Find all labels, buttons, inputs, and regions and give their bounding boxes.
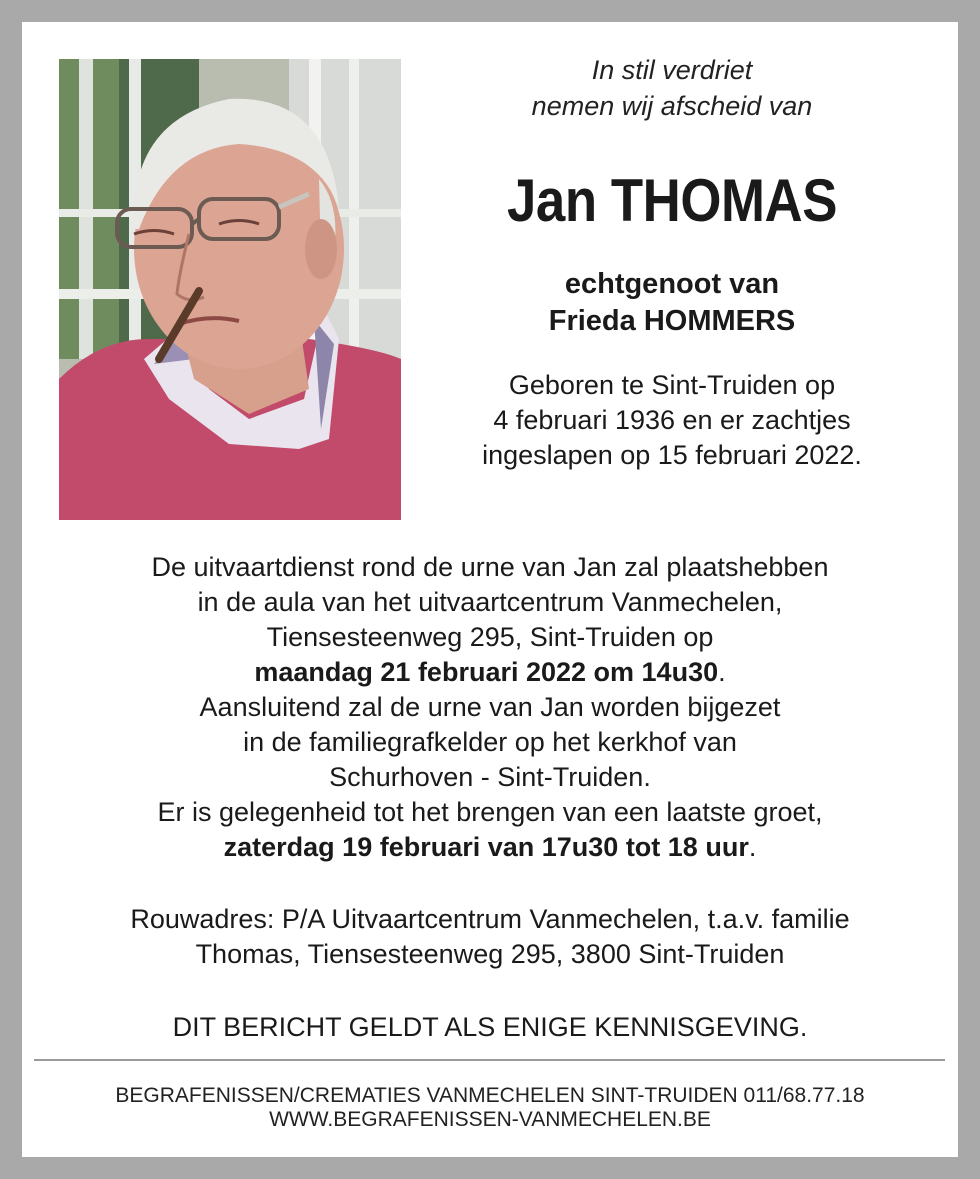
intro-line-1: In stil verdriet [591, 55, 753, 85]
visit-date: zaterdag 19 februari van 17u30 tot 18 uur [223, 832, 749, 862]
spouse-line-2: Frieda HOMMERS [548, 305, 796, 337]
service-line-5: Aansluitend zal de urne van Jan worden bijgezet [199, 692, 781, 722]
footer [22, 1084, 958, 1132]
birth-line-2: 4 februari 1936 en er zachtjes [493, 405, 851, 435]
deceased-name: Jan THOMAS [506, 167, 838, 234]
footer-line-1: BEGRAFENISSEN/CREMATIES VANMECHELEN SINT-TRUIDEN 011/68.77.18 [115, 1084, 865, 1107]
address-line-2: Thomas, Tiensesteenweg 295, 3800 Sint-Truiden [195, 939, 785, 969]
service-date-punct: . [718, 657, 726, 687]
intro-line-2: nemen wij afscheid van [531, 91, 813, 121]
visit-date-line [22, 830, 958, 865]
service-line-8: Er is gelegenheid tot het brengen van een laatste groet, [157, 797, 823, 827]
service-details [22, 550, 958, 865]
spouse-info [422, 266, 922, 340]
birth-info [422, 368, 922, 473]
service-line-6: in de familiegrafkelder op het kerkhof van [243, 727, 737, 757]
service-line-7: Schurhoven - Sint-Truiden. [329, 762, 651, 792]
divider [34, 1059, 945, 1061]
birth-line-3: ingeslapen op 15 februari 2022. [482, 440, 862, 470]
spouse-line-1: echtgenoot van [564, 268, 780, 300]
service-line-1: De uitvaartdienst rond de urne van Jan zal plaatshebben [151, 552, 829, 582]
service-line-3: Tiensesteenweg 295, Sint-Truiden op [266, 622, 714, 652]
intro-text [422, 52, 922, 124]
notice-text: DIT BERICHT GELDT ALS ENIGE KENNISGEVING. [172, 1012, 808, 1042]
obituary-card [22, 22, 958, 1157]
mourning-address [22, 902, 958, 972]
address-line-1: Rouwadres: P/A Uitvaartcentrum Vanmechelen, t.a.v. familie [130, 904, 850, 934]
visit-date-punct: . [748, 832, 757, 862]
service-date: maandag 21 februari 2022 om 14u30 [254, 657, 719, 687]
footer-website[interactable]: WWW.BEGRAFENISSEN-VANMECHELEN.BE [269, 1108, 711, 1131]
header-column [422, 52, 922, 473]
birth-line-1: Geboren te Sint-Truiden op [508, 370, 836, 400]
portrait-photo [59, 59, 401, 520]
service-line-2: in de aula van het uitvaartcentrum Vanmechelen, [197, 587, 783, 617]
service-date-line [22, 655, 958, 690]
